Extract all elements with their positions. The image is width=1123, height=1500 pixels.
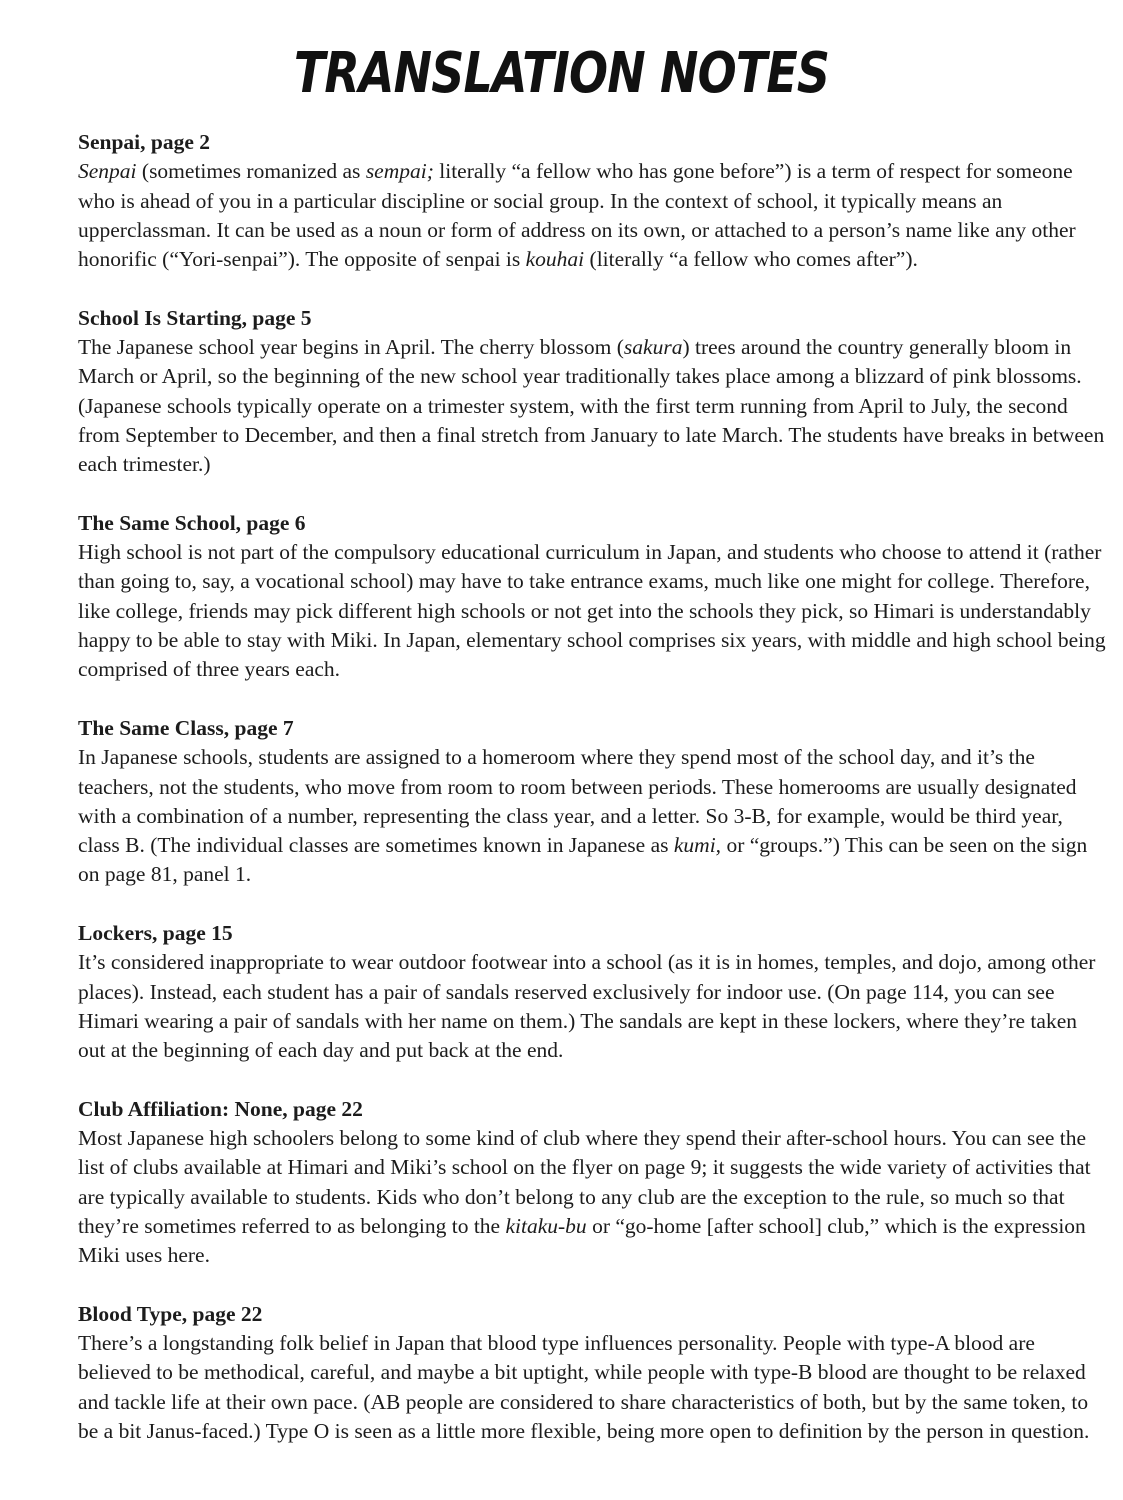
note-body xyxy=(78,538,1108,684)
body-text: High school is not part of the compulsory educational curriculum in Japan, and students who choose to attend it (rather than going to, say, a vocational school) may have to take entrance exams, much like one might for college. Therefore, like college, friends may pick different high schools or not get into the schools they pick, so Himari is understandably happy to be able to stay with Miki. In Japan, elementary school comprises six years, with middle and high school being comprised of three years each. xyxy=(78,540,1106,682)
body-text: The Japanese school year begins in April. The cherry blossom ( xyxy=(78,335,624,360)
note-body xyxy=(78,948,1108,1065)
note-heading: Senpai, page 2 xyxy=(78,130,211,154)
note-body xyxy=(78,1329,1108,1446)
note-same-class xyxy=(78,714,1108,890)
italic-term: kouhai xyxy=(525,247,585,272)
italic-term: sakura xyxy=(623,335,683,360)
body-text: It’s considered inappropriate to wear outdoor footwear into a school (as it is in homes, temples, and dojo, among other places). Instead, each student has a pair of sandals reserved exclusively for indoor use. (On page 114, you can see Himari wearing a pair of sandals with her name on them.) The sandals are kept in these lockers, where they’re taken out at the beginning of each day and put back at the end. xyxy=(78,950,1096,1063)
note-body xyxy=(78,1124,1108,1270)
body-text: ) trees around the country generally bloom in March or April, so the beginning of the new school year traditionally takes place among a blizzard of pink blossoms. (Japanese schools typically operate on a trimester system, with the first term running from April to July, the second from September to December, and then a final stretch from January to late March. The students have breaks in between each trimester.) xyxy=(78,335,1105,477)
note-heading: The Same School, page 6 xyxy=(78,510,306,535)
note-body xyxy=(78,333,1108,479)
body-text: (sometimes romanized as xyxy=(136,159,366,184)
body-text: or “groups.”) This can be seen on the sign on page 81, panel 1. xyxy=(78,833,1088,887)
body-text: literally “a fellow who has gone before”) is a term of respect for someone who is ahead of you in a particular discipline or social group. In the context of school, it typically means an upperclassman. It can be used as a noun or form of address on its own, or attached to a person’s name like any other honorific (“Yori-senpai”). The opposite of senpai is xyxy=(78,159,1076,272)
body-text: (literally “a fellow who comes after”). xyxy=(584,247,918,272)
translation-notes-list xyxy=(78,128,1108,1476)
italic-term: kitaku-bu xyxy=(505,1213,587,1238)
note-lockers xyxy=(78,919,1108,1065)
note-same-school xyxy=(78,509,1108,685)
note-heading: The Same Class, page 7 xyxy=(78,715,294,740)
italic-term: Senpai xyxy=(78,159,137,184)
note-club-affiliation xyxy=(78,1095,1108,1271)
note-school-is-starting xyxy=(78,304,1108,480)
note-body xyxy=(78,743,1108,889)
body-text: There’s a longstanding folk belief in Japan that blood type influences personality. People with type-A blood are believed to be methodical, careful, and maybe a bit uptight, while people with type-B blood are thought to be relaxed and tackle life at their own pace. (AB people are considered to share characteristics of both, but by the same token, to be a bit Janus-faced.) Type O is seen as a little more flexible, being more open to definition by the person in question. xyxy=(78,1331,1090,1444)
note-senpai xyxy=(78,128,1108,274)
body-text: Most Japanese high schoolers belong to some kind of club where they spend their after-school hours. You can see the list of clubs available at Himari and Miki’s school on the flyer on page 9; it suggests the wide variety of activities that are typically available to students. Kids who don’t belong to any club are the exception to the rule, so much so that they’re sometimes referred to as belonging to the xyxy=(78,1126,1091,1238)
note-heading: School Is Starting, page 5 xyxy=(78,305,312,330)
note-body xyxy=(78,157,1108,274)
page-title: TRANSLATION NOTES xyxy=(293,41,830,106)
note-heading: Blood Type, page 22 xyxy=(78,1301,263,1326)
note-blood-type xyxy=(78,1300,1108,1446)
body-text: In Japanese schools, students are assigned to a homeroom where they spend most of the school day, and it’s the teachers, not the students, who move from room to room between periods. These homerooms are usually designated with a combination of a number, representing the class year, and a letter. So 3-B, for example, would be third year, class B. (The individual classes are sometimes known in Japanese as xyxy=(78,745,1077,858)
note-heading: Club Affiliation: None, page 22 xyxy=(78,1096,363,1121)
italic-term: kumi, xyxy=(673,833,722,858)
note-heading: Lockers, page 15 xyxy=(78,921,233,946)
italic-term: sempai; xyxy=(365,159,434,184)
body-text: or “go-home [after school] club,” which is the expression Miki uses here. xyxy=(78,1213,1086,1268)
